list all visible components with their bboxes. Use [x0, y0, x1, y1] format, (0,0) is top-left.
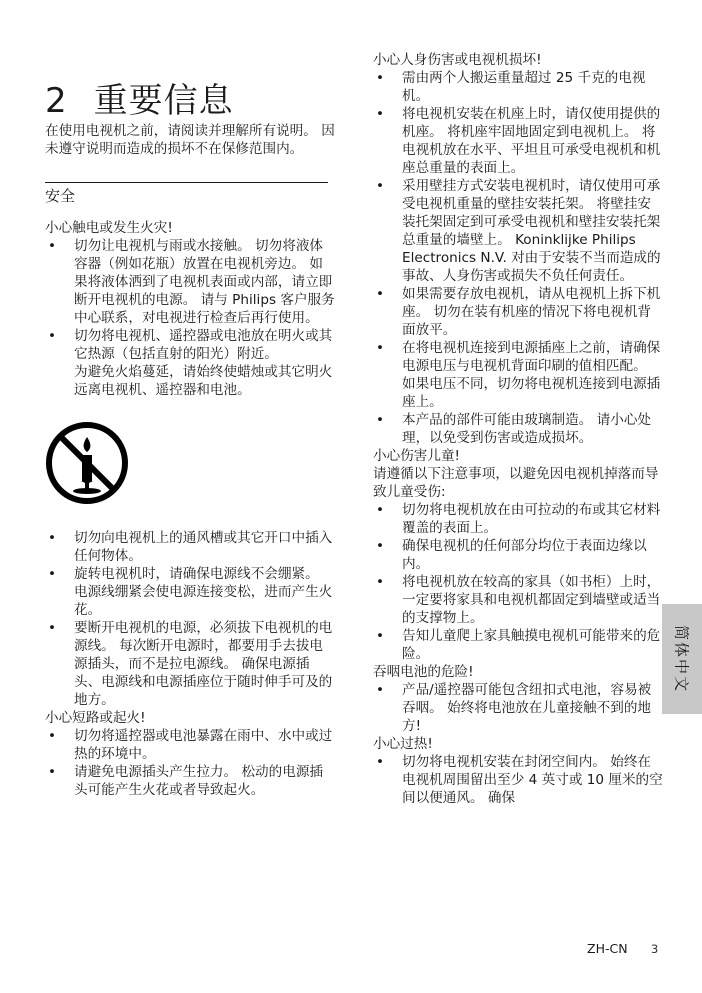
list-item: • 请避免电源插头产生拉力。 松动的电源插头可能产生火花或者导致起火。: [45, 763, 335, 799]
list-item: • 切勿将遥控器或电池暴露在雨中、水中或过热的环境中。: [45, 727, 335, 763]
candle-note: 为避免火焰蔓延，请始终使蜡烛或其它明火远离电视机、遥控器和电池。: [74, 364, 333, 398]
list-item: • 切勿将电视机放在由可拉动的布或其它材料覆盖的表面上。: [373, 501, 663, 537]
language-side-tab: [662, 604, 702, 714]
list-overheat: [373, 753, 663, 807]
left-column: [45, 122, 335, 799]
list-item: • 将电视机放在较高的家具（如书柜）上时，一定要将家具和电视机都固定到墙壁或适当的支撑物上。: [373, 573, 663, 627]
list-fire-shock: [45, 237, 335, 399]
list-item: • 将电视机安装在机座上时，请仅使用提供的机座。 将机座牢固地固定到电视机上。 将电视机放在水平、平坦且可承受电视机和机座总重量的表面上。: [373, 105, 663, 177]
heading-fire-shock: 小心触电或发生火灾!: [45, 220, 173, 236]
list-short-circuit: [45, 727, 335, 799]
heading-overheat: 小心过热!: [373, 736, 433, 752]
section-divider: [45, 182, 328, 183]
heading-children: 小心伤害儿童!: [373, 448, 461, 464]
list-item: • 切勿让电视机与雨或水接触。 切勿将液体容器（例如花瓶）放置在电视机旁边。 如果将液体洒到了电视机表面或内部，请立即断开电视机的电源。 请与 Philips 客户服务中心联系，对电视进行检查后再行使用。: [45, 237, 335, 327]
list-item: • 切勿向电视机上的通风槽或其它开口中插入任何物体。: [45, 529, 335, 565]
section-title-safety: 安全: [45, 187, 76, 205]
right-column: [373, 51, 663, 807]
list-battery: [373, 681, 663, 735]
page-number: 3: [651, 942, 659, 956]
list-item: • 如果需要存放电视机，请从电视机上拆下机座。 切勿在装有机座的情况下将电视机背面放平。: [373, 285, 663, 339]
chapter-number: 2: [45, 80, 68, 121]
list-item: • 需由两个人搬运重量超过 25 千克的电视机。: [373, 69, 663, 105]
list-item: • 产品/遥控器可能包含纽扣式电池，容易被吞咽。 始终将电池放在儿童接触不到的地方!: [373, 681, 663, 735]
footer-language: ZH-CN: [587, 941, 628, 956]
list-fire-shock-continued: [45, 529, 335, 709]
heading-battery: 吞咽电池的危险!: [373, 664, 474, 680]
list-item: • 要断开电视机的电源，必须拔下电视机的电源线。 每次断开电源时，都要用手去拔电源插头，而不是拉电源线。 确保电源插头、电源线和电源插座位于随时伸手可及的地方。: [45, 619, 335, 709]
chapter-title: [45, 73, 234, 122]
intro-paragraph: 在使用电视机之前，请阅读并理解所有说明。 因未遵守说明而造成的损坏不在保修范围内。: [45, 123, 335, 157]
list-item-text: 切勿将电视机、遥控器或电池放在明火或其它热源（包括直射的阳光）附近。: [74, 328, 333, 362]
list-item: • 在将电视机连接到电源插座上之前，请确保电源电压与电视机背面印刷的值相匹配。 如果电压不同，切勿将电视机连接到电源插座上。: [373, 339, 663, 411]
heading-injury: 小心人身伤害或电视机损坏!: [373, 52, 542, 68]
chapter-heading: 重要信息: [93, 80, 234, 121]
list-item: • 采用壁挂方式安装电视机时，请仅使用可承受电视机重量的壁挂安装托架。 将壁挂安装托架固定到可承受电视机和壁挂安装托架总重量的墙壁上。 Koninklijke Philips Electronics N.V. 对由于安装不当而造成的事故、人身伤害或损失不负任何责任。: [373, 177, 663, 285]
list-item: • 本产品的部件可能由玻璃制造。 请小心处理，以免受到伤害或造成损坏。: [373, 411, 663, 447]
no-candle-icon: [45, 421, 129, 505]
list-item: • 切勿将电视机安装在封闭空间内。 始终在电视机周围留出至少 4 英寸或 10 厘米的空间以便通风。 确保: [373, 753, 663, 807]
heading-short-circuit: 小心短路或起火!: [45, 710, 146, 726]
list-item: • 告知儿童爬上家具触摸电视机可能带来的危险。: [373, 627, 663, 663]
list-item: • 确保电视机的任何部分均位于表面边缘以内。: [373, 537, 663, 573]
list-item: • 旋转电视机时，请确保电源线不会绷紧。 电源线绷紧会使电源连接变松，进而产生火花。: [45, 565, 335, 619]
list-item: [45, 327, 335, 399]
language-tab-label: 简体中文: [672, 624, 691, 694]
children-intro: 请遵循以下注意事项，以避免因电视机掉落而导致儿童受伤:: [373, 466, 659, 500]
list-injury: [373, 69, 663, 447]
list-children: [373, 501, 663, 663]
